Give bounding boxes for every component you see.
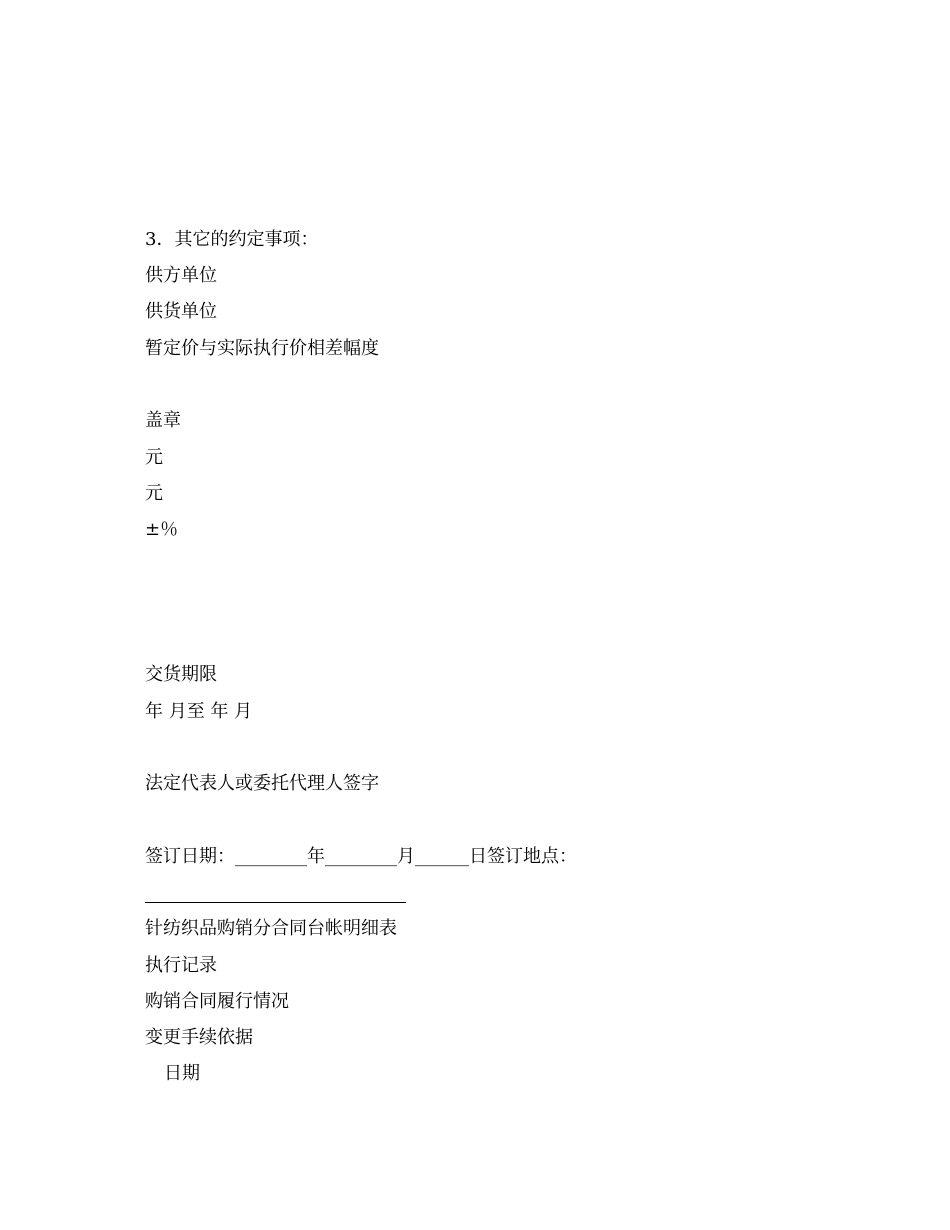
section-heading: 3．其它的约定事项：	[145, 229, 319, 250]
supplier-unit-label: 供方单位	[145, 265, 217, 286]
ledger-title: 针纺织品购销分合同台帐明细表	[145, 918, 397, 939]
execution-record-label: 执行记录	[145, 955, 217, 976]
percent-range-label: ±％	[145, 519, 179, 540]
date-label: 日期	[164, 1063, 200, 1084]
currency-unit-2: 元	[145, 483, 163, 504]
currency-unit-1: 元	[145, 447, 163, 468]
supply-unit-label: 供货单位	[145, 301, 217, 322]
date-range-line: 年 月至 年 月	[145, 701, 253, 722]
performance-status-label: 购销合同履行情况	[145, 991, 289, 1012]
seal-label: 盖章	[145, 410, 181, 431]
delivery-period-label: 交货期限	[145, 664, 217, 685]
signature-rule	[145, 902, 406, 903]
signatory-label: 法定代表人或委托代理人签字	[145, 773, 379, 794]
price-variance-label: 暂定价与实际执行价相差幅度	[145, 338, 379, 359]
signing-date-place-line: 签订日期：________年________月______日签订地点：	[145, 846, 577, 867]
change-basis-label: 变更手续依据	[145, 1027, 253, 1048]
